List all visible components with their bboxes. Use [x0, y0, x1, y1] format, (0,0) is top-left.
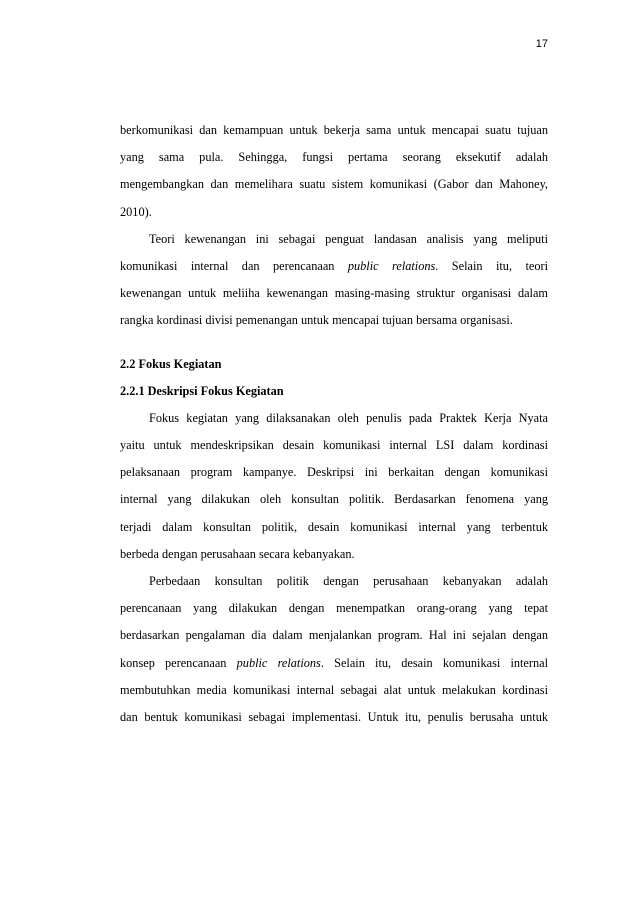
- paragraph-line: berkomunikasi dan kemampuan untuk bekerja sama untuk mencapai suatu tujuan: [120, 123, 548, 137]
- paragraph-line: dan bentuk komunikasi sebagai implementasi. Untuk itu, penulis berusaha untuk: [120, 709, 548, 724]
- paragraph-line: rangka kordinasi divisi pemenangan untuk mencapai tujuan bersama organisasi.: [120, 313, 513, 328]
- paragraph-line: kewenangan untuk meliiha kewenangan masing-masing struktur organisasi dalam: [120, 286, 548, 301]
- emphasis-text: public relations: [236, 655, 321, 670]
- section-gap: [120, 338, 548, 354]
- paragraph-line: pelaksanaan program kampanye. Deskripsi ini berkaitan dengan komunikasi: [120, 465, 548, 480]
- text-run: . Selain itu, teori: [435, 258, 548, 273]
- paragraph-line: membutuhkan media komunikasi internal sebagai alat untuk melakukan kordinasi: [120, 682, 548, 697]
- document-body: [120, 120, 548, 734]
- text-run: komunikasi internal dan perencanaan: [120, 258, 348, 273]
- paragraph-line: Fokus kegiatan yang dilaksanakan oleh penulis pada Praktek Kerja Nyata: [149, 410, 548, 425]
- paragraph-line: yang sama pula. Sehingga, fungsi pertama seorang eksekutif adalah: [120, 150, 548, 165]
- paragraph-line: [120, 256, 548, 283]
- paragraph-line: Perbedaan konsultan politik dengan perusahaan kebanyakan adalah: [149, 574, 548, 588]
- paragraph-line: Teori kewenangan ini sebagai penguat landasan analisis yang meliputi: [149, 231, 548, 246]
- paragraph-line: internal yang dilakukan oleh konsultan politik. Berdasarkan fenomena yang: [120, 492, 548, 507]
- section-heading: 2.2 Fokus Kegiatan: [120, 356, 222, 371]
- page-number: 17: [535, 38, 548, 50]
- paragraph-line: berdasarkan pengalaman dia dalam menjalankan program. Hal ini sejalan dengan: [120, 628, 548, 643]
- paragraph-line: perencanaan yang dilakukan dengan menempatkan orang-orang yang tepat: [120, 601, 548, 616]
- subsection-heading: 2.2.1 Deskripsi Fokus Kegiatan: [120, 383, 284, 398]
- paragraph-line: mengembangkan dan memelihara suatu sistem komunikasi (Gabor dan Mahoney,: [120, 177, 548, 192]
- paragraph-line: terjadi dalam konsultan politik, desain komunikasi internal yang terbentuk: [120, 519, 548, 534]
- text-run: konsep perencanaan: [120, 655, 237, 670]
- paragraph-line: 2010).: [120, 204, 152, 219]
- paragraph-line: berbeda dengan perusahaan secara kebanyakan.: [120, 546, 355, 561]
- paragraph-line: [120, 653, 548, 680]
- text-run: . Selain itu, desain komunikasi internal: [320, 655, 549, 670]
- emphasis-text: public relations: [347, 258, 436, 273]
- paragraph-line: yaitu untuk mendeskripsikan desain komunikasi internal LSI dalam kordinasi: [120, 438, 548, 453]
